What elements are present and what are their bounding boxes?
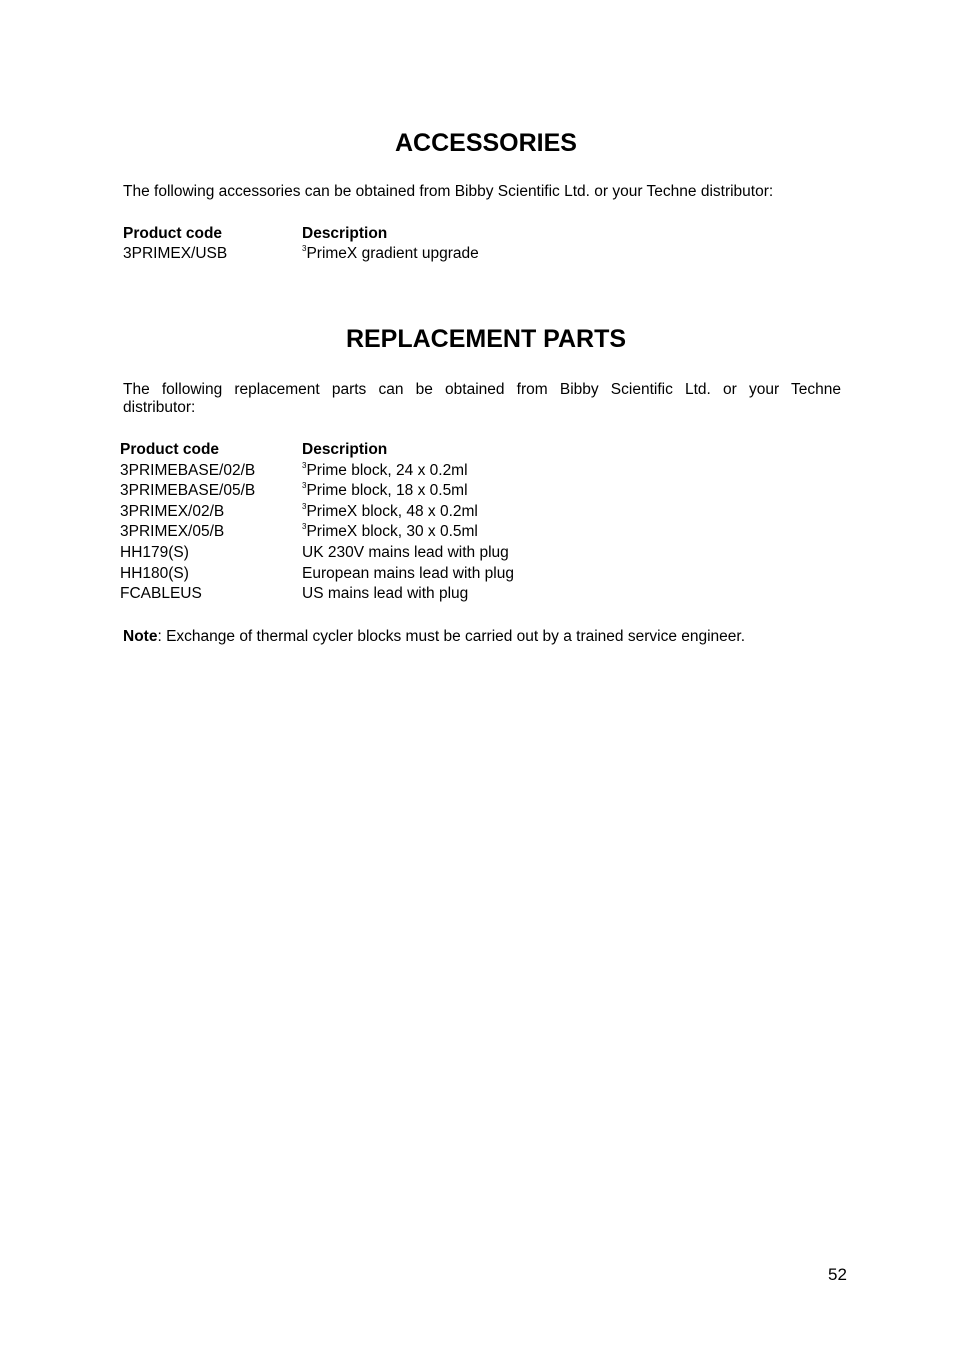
part-code: 3PRIMEBASE/05/B (120, 482, 256, 499)
part-desc: $^3$Prime block, 24 x 0.2ml (302, 461, 468, 479)
part-code: FCABLEUS (120, 585, 202, 602)
accessories-header-desc: Description (302, 225, 388, 242)
part-desc: $^3$PrimeX block, 48 x 0.2ml (302, 502, 478, 520)
service-note (123, 627, 745, 647)
accessories-title: ACCESSORIES (395, 129, 577, 157)
note-text: : Exchange of thermal cycler blocks must be carried out by a trained service engineer. (157, 628, 746, 645)
replacement-intro (123, 380, 841, 418)
page-number: 52 (828, 1265, 847, 1284)
part-code: HH179(S) (120, 544, 189, 561)
accessory-desc: $^3$PrimeX gradient upgrade (302, 244, 479, 262)
part-desc: $^3$Prime block, 18 x 0.5ml (302, 481, 468, 499)
part-code: 3PRIMEX/02/B (120, 503, 225, 520)
accessory-code: 3PRIMEX/USB (123, 245, 228, 262)
part-desc: UK 230V mains lead with plug (302, 544, 509, 561)
part-desc: $^3$PrimeX block, 30 x 0.5ml (302, 522, 478, 540)
accessories-intro: The following accessories can be obtained from Bibby Scientific Ltd. or your Techne distributor: (123, 183, 774, 200)
replacement-header-desc: Description (302, 441, 388, 458)
replacement-intro-line2: distributor: (123, 399, 196, 416)
replacement-header-code: Product code (120, 441, 220, 458)
part-code: 3PRIMEX/05/B (120, 523, 225, 540)
part-desc: European mains lead with plug (302, 565, 514, 582)
replacement-title: REPLACEMENT PARTS (345, 325, 627, 353)
part-desc: US mains lead with plug (302, 585, 469, 602)
note-label: Note (123, 628, 158, 645)
part-code: HH180(S) (120, 565, 189, 582)
accessories-header-code: Product code (123, 225, 223, 242)
replacement-intro-line1: The following replacement parts can be obtained from Bibby Scientific Ltd. or your Techne (123, 381, 841, 398)
part-code: 3PRIMEBASE/02/B (120, 462, 256, 479)
